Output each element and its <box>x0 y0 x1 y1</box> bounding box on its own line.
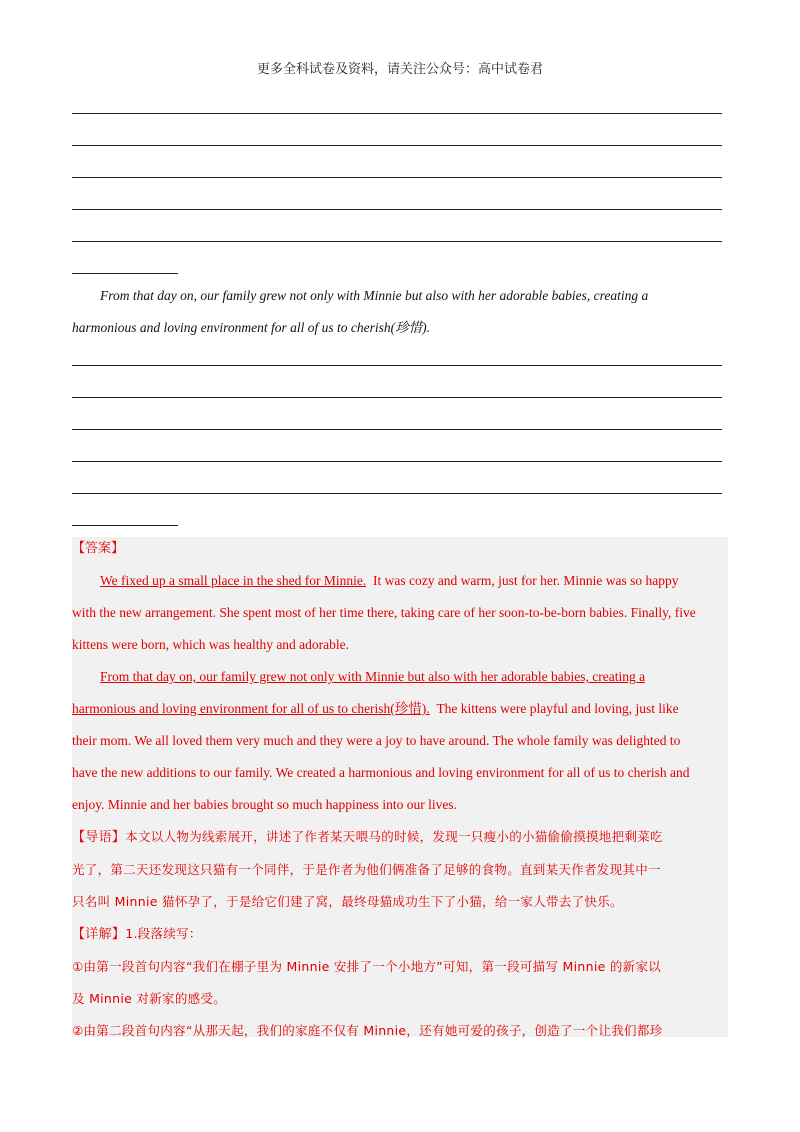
answer-p2-line5: enjoy. Minnie and her babies brought so much happiness into our lives. <box>72 797 457 812</box>
writing-line <box>72 209 722 210</box>
page-header: 更多全科试卷及资料，请关注公众号：高中试卷君 <box>256 62 543 77</box>
guide-line-2: 光了，第二天还发现这只猫有一个同伴，于是作者为他们俩准备了足够的食物。直到某天作者发现其中一 <box>72 862 661 877</box>
writing-line <box>72 493 722 494</box>
answer-p1-line2: with the new arrangement. She spent most of her time there, taking care of her soon-to-be-born babies. Finally, five <box>72 605 696 620</box>
prompt-line-2: harmonious and loving environment for all of us to cherish(珍惜). <box>72 320 430 335</box>
writing-line <box>72 241 722 242</box>
writing-line-short <box>72 525 178 526</box>
writing-line <box>72 461 722 462</box>
answer-p2-line3: their mom. We all loved them very much and they were a joy to have around. The whole family was delighted to <box>72 733 681 748</box>
detail-label: 【详解】 <box>72 927 126 942</box>
answer-p2-line4: have the new additions to our family. We created a harmonious and loving environment for all of us to cherish and <box>72 765 690 780</box>
detail-item1-line1: ①由第一段首句内容“我们在棚子里为 Minnie 安排了一个小地方”可知，第一段可描写 Minnie 的新家以 <box>72 959 662 974</box>
answer-p1-rest: It was cozy and warm, just for her. Minnie was so happy <box>372 573 679 588</box>
detail-item1-line2: 及 Minnie 对新家的感受。 <box>72 991 227 1006</box>
answer-p1-line3: kittens were born, which was healthy and adorable. <box>72 637 350 652</box>
answer-p1-underlined: We fixed up a small place in the shed for Minnie. <box>100 573 367 588</box>
writing-line <box>72 177 722 178</box>
writing-line <box>72 365 722 366</box>
detail-heading: 1.段落续写： <box>125 926 202 941</box>
guide-line-1: 本文以人物为线索展开，讲述了作者某天喂马的时候，发现一只瘦小的小猫偷偷摸摸地把剩菜吃 <box>125 829 663 844</box>
writing-line-short <box>72 273 178 274</box>
writing-line <box>72 429 722 430</box>
answer-label: 【答案】 <box>72 541 125 556</box>
guide-label: 【导语】 <box>72 830 126 845</box>
writing-line <box>72 145 722 146</box>
writing-line <box>72 113 722 114</box>
answer-p2-underlined-2: harmonious and loving environment for all of us to cherish(珍惜). <box>72 701 430 716</box>
answer-section <box>72 533 728 1047</box>
detail-item2-line1: ②由第二段首句内容“从那天起，我们的家庭不仅有 Minnie，还有她可爱的孩子，创造了一个让我们都珍 <box>72 1023 663 1038</box>
answer-p2-rest: The kittens were playful and loving, just like <box>436 701 679 716</box>
writing-line <box>72 397 722 398</box>
paragraph-prompt <box>72 280 728 344</box>
answer-p2-underlined-1: From that day on, our family grew not only with Minnie but also with her adorable babies, creating a <box>100 669 646 684</box>
guide-line-3: 只名叫 Minnie 猫怀孕了，于是给它们建了窝，最终母猫成功生下了小猫，给一家人带去了快乐。 <box>72 894 623 909</box>
prompt-line-1: From that day on, our family grew not only with Minnie but also with her adorable babies, creating a <box>100 288 649 303</box>
